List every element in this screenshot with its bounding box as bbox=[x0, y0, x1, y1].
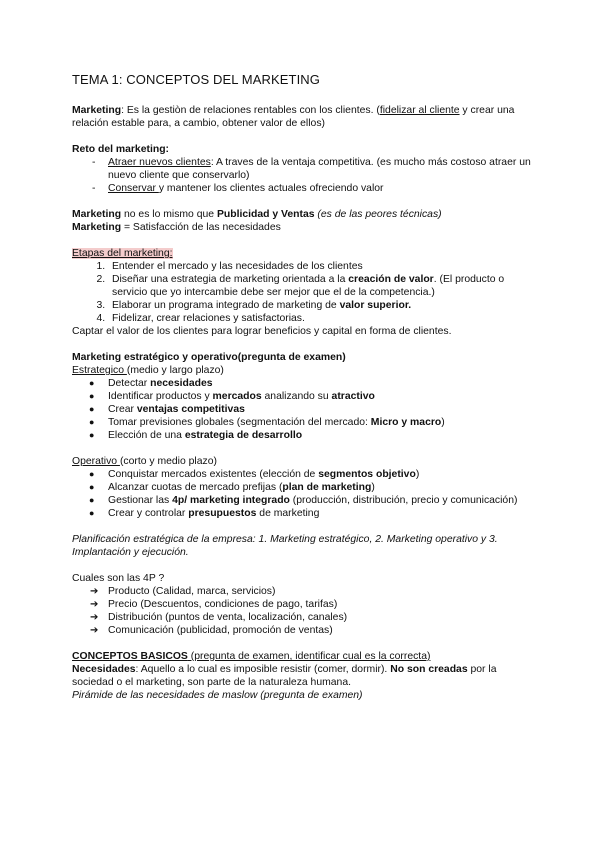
list-item: ● Tomar previsiones globales (segmentación del mercado: Micro y macro) bbox=[72, 416, 532, 429]
list-item: ● Elección de una estrategia de desarrollo bbox=[72, 429, 532, 442]
marketing-definition: Marketing: Es la gestiòn de relaciones rentables con los clientes. (fidelizar al cliente y crear una relación estable para, a cambio, obtener valor de ellos) bbox=[72, 105, 515, 129]
list-item: ● Identificar productos y mercados analizando su atractivo bbox=[72, 390, 532, 403]
list-item: ➔ Distribución (puntos de venta, localización, canales) bbox=[72, 611, 532, 624]
list-item: ● Gestionar las 4p/ marketing integrado (producción, distribución, precio y comunicación) bbox=[72, 494, 532, 507]
piramide-note: Pirámide de las necesidades de maslow (pregunta de examen) bbox=[72, 690, 363, 701]
not-same-line: Marketing no es lo mismo que Publicidad y Ventas (es de las peores técnicas) bbox=[72, 209, 442, 220]
list-item: ● Detectar necesidades bbox=[72, 377, 532, 390]
list-item: 3. Elaborar un programa integrado de marketing de valor superior. bbox=[108, 299, 532, 312]
cuatro-p-list bbox=[72, 585, 532, 637]
list-item: - Atraer nuevos clientes: A traves de la ventaja competitiva. (es mucho más costoso atraer un nuevo cliente que conservarlo) bbox=[72, 156, 532, 182]
list-item: ● Alcanzar cuotas de mercado prefijas (plan de marketing) bbox=[72, 481, 532, 494]
necesidades-definition: Necesidades: Aquello a lo cual es imposible resistir (comer, dormir). No son creadas por la sociedad o el marketing, son parte de la naturaleza humana. bbox=[72, 664, 497, 688]
estrategico-heading: Marketing estratégico y operativo(pregunta de examen) bbox=[72, 352, 346, 363]
reto-list bbox=[72, 156, 532, 195]
document-content bbox=[72, 72, 532, 702]
fidelizar-link-text: fidelizar al cliente bbox=[379, 105, 460, 116]
satisfaction-line: Marketing = Satisfacción de las necesidades bbox=[72, 222, 281, 233]
reto-heading: Reto del marketing: bbox=[72, 144, 169, 155]
estrategico-sub: Estrategico (medio y largo plazo) bbox=[72, 365, 224, 376]
list-item: 4. Fidelizar, crear relaciones y satisfactorias. bbox=[108, 312, 532, 325]
etapas-after: Captar el valor de los clientes para lograr beneficios y capital en forma de clientes. bbox=[72, 326, 452, 337]
list-item: ➔ Precio (Descuentos, condiciones de pago, tarifas) bbox=[72, 598, 532, 611]
list-item: ● Crear ventajas competitivas bbox=[72, 403, 532, 416]
estrategico-list bbox=[72, 377, 532, 442]
cuatro-p-question: Cuales son las 4P ? bbox=[72, 573, 165, 584]
operativo-list bbox=[72, 468, 532, 520]
list-item: ➔ Comunicación (publicidad, promoción de ventas) bbox=[72, 624, 532, 637]
list-item: ● Crear y controlar presupuestos de marketing bbox=[72, 507, 532, 520]
operativo-sub: Operativo (corto y medio plazo) bbox=[72, 456, 217, 467]
list-item: 1. Entender el mercado y las necesidades de los clientes bbox=[108, 260, 532, 273]
etapas-list bbox=[72, 260, 532, 325]
list-item: ● Conquistar mercados existentes (elección de segmentos objetivo) bbox=[72, 468, 532, 481]
planificacion-note: Planificación estratégica de la empresa: 1. Marketing estratégico, 2. Marketing operativo y 3. Implantación y ejecución. bbox=[72, 534, 498, 558]
conceptos-heading: CONCEPTOS BASICOS (pregunta de examen, identificar cual es la correcta) bbox=[72, 651, 431, 662]
list-item: ➔ Producto (Calidad, marca, servicios) bbox=[72, 585, 532, 598]
list-item: 2. Diseñar una estrategia de marketing orientada a la creación de valor. (El producto o servicio que yo intercambie debe ser mejor que el de la competencia.) bbox=[108, 273, 532, 299]
page-title: TEMA 1: CONCEPTOS DEL MARKETING bbox=[72, 72, 320, 87]
etapas-heading: Etapas del marketing: bbox=[72, 248, 173, 259]
list-item: - Conservar y mantener los clientes actuales ofreciendo valor bbox=[72, 182, 532, 195]
